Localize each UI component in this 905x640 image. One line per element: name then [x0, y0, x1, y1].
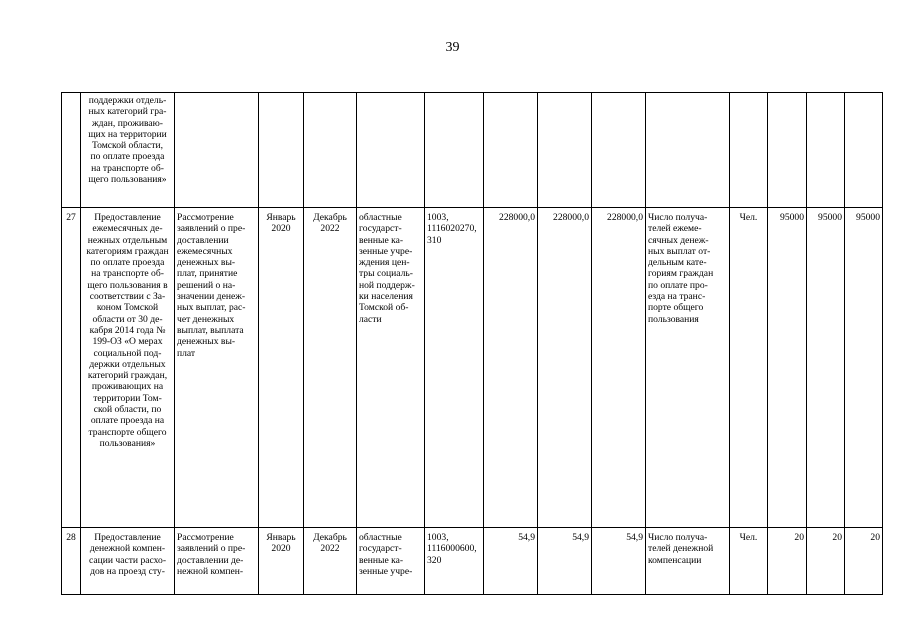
- indicator-year-3: 20: [845, 528, 883, 595]
- measure-name: Предоставление денежной компен- сации части расхо- дов на проезд сту-: [81, 528, 175, 595]
- end-date: Декабрь 2022: [304, 208, 357, 528]
- row-number: 27: [62, 208, 81, 528]
- indicator-name: Число получа- телей ежеме- сячных денеж- ных выплат от- дельным кате- гориям граждан по оплате про- езда на транс- порте общего пользования: [646, 208, 730, 528]
- executor: областные государст- венные ка- зенные учре-: [357, 528, 425, 595]
- start-date: Январь 2020: [259, 208, 304, 528]
- measure-action: Рассмотрение заявлений о пре- доставлении ежемесячных денежных вы- плат, принятие решений о на- значении денеж- ных выплат, рас- чет денежных выплат, выплата денежных вы- плат: [175, 208, 259, 528]
- indicator-unit: [730, 93, 768, 208]
- program-table: [61, 92, 883, 595]
- indicator-unit: Чел.: [730, 208, 768, 528]
- indicator-unit: Чел.: [730, 528, 768, 595]
- indicator-year-3: 95000: [845, 208, 883, 528]
- indicator-year-1: [768, 93, 807, 208]
- indicator-year-1: 20: [768, 528, 807, 595]
- indicator-name: [646, 93, 730, 208]
- measure-name: Предоставление ежемесячных де- нежных отдельным категориям граждан по оплате проезда на транспорте об- щего пользования в соответствии с За- коном Томской области от 30 де- кабря 2014 года № 199-ОЗ «О мерах социальной под- держки отдельных категорий граждан, проживающих на территории Том- ской области, по оплате проезда на транспорте общего пользования»: [81, 208, 175, 528]
- funding-year-1: 54,9: [484, 528, 538, 595]
- indicator-year-3: [845, 93, 883, 208]
- funding-year-2: 54,9: [538, 528, 592, 595]
- indicator-year-1: 95000: [768, 208, 807, 528]
- budget-code: [425, 93, 484, 208]
- start-date: Январь 2020: [259, 528, 304, 595]
- funding-year-3: [592, 93, 646, 208]
- measure-name: поддержки отдель- ных категорий гра- ждан, проживаю- щих на территории Томской области, по оплате проезда на транспорте об- щего пользования»: [81, 93, 175, 208]
- funding-year-1: 228000,0: [484, 208, 538, 528]
- executor: областные государст- венные ка- зенные учре- ждения цен- тры социаль- ной поддерж- ки населения Томской об- ласти: [357, 208, 425, 528]
- indicator-name: Число получа- телей денежной компенсации: [646, 528, 730, 595]
- row-number: [62, 93, 81, 208]
- page-number: 39: [445, 40, 460, 55]
- funding-year-3: 228000,0: [592, 208, 646, 528]
- indicator-year-2: [807, 93, 845, 208]
- indicator-year-2: 95000: [807, 208, 845, 528]
- funding-year-2: [538, 93, 592, 208]
- table-row: [62, 93, 883, 208]
- budget-code: 1003, 1116000600, 320: [425, 528, 484, 595]
- funding-year-3: 54,9: [592, 528, 646, 595]
- funding-year-1: [484, 93, 538, 208]
- measure-action: Рассмотрение заявлений о пре- доставлении де- нежной компен-: [175, 528, 259, 595]
- end-date: [304, 93, 357, 208]
- table-row: [62, 208, 883, 528]
- measure-action: [175, 93, 259, 208]
- executor: [357, 93, 425, 208]
- row-number: 28: [62, 528, 81, 595]
- budget-code: 1003, 1116020270, 310: [425, 208, 484, 528]
- funding-year-2: 228000,0: [538, 208, 592, 528]
- start-date: [259, 93, 304, 208]
- indicator-year-2: 20: [807, 528, 845, 595]
- end-date: Декабрь 2022: [304, 528, 357, 595]
- table-row: [62, 528, 883, 595]
